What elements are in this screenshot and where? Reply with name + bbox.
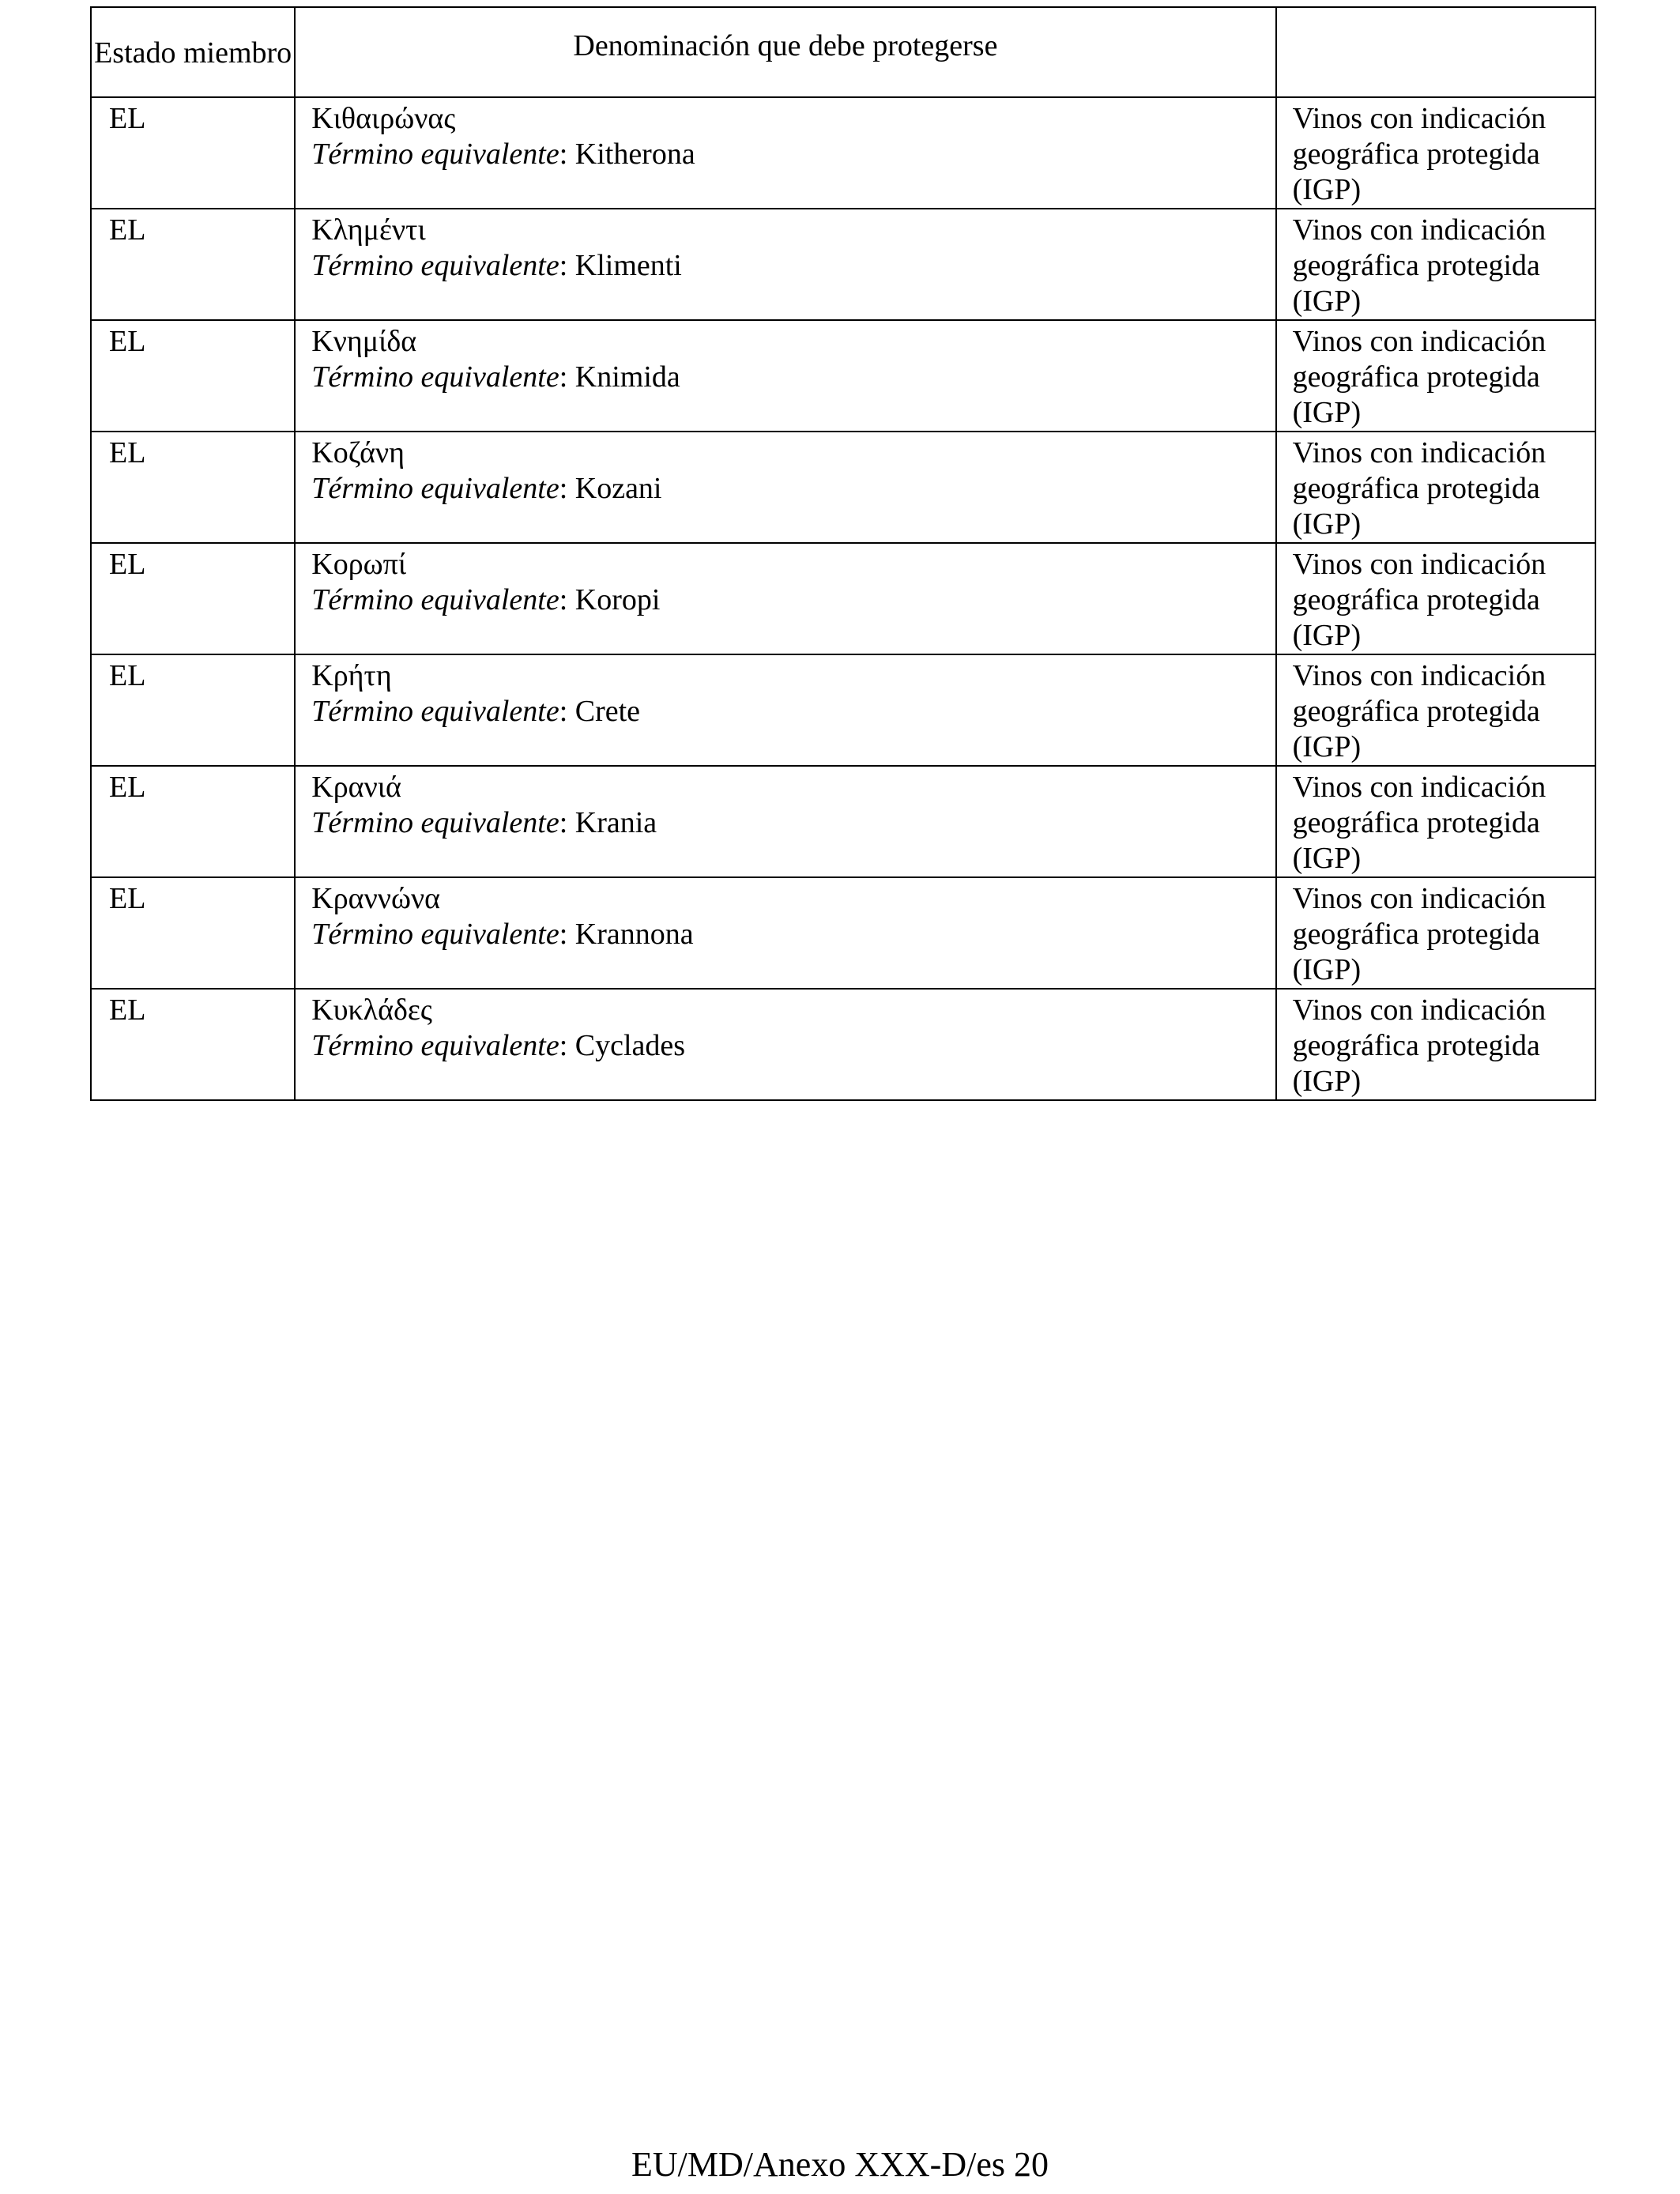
greek-name: Κρανιά bbox=[311, 771, 401, 804]
greek-name: Κλημέντι bbox=[311, 213, 426, 247]
denomination-cell bbox=[295, 209, 1275, 320]
denomination-cell bbox=[295, 877, 1275, 989]
equivalent-term-label: Término equivalente bbox=[311, 1029, 559, 1062]
equivalent-term-label: Término equivalente bbox=[311, 138, 559, 171]
category-cell: Vinos con indicación geográfica protegida (IGP) bbox=[1276, 877, 1595, 989]
table-body bbox=[91, 7, 1595, 1100]
category-cell: Vinos con indicación geográfica protegida (IGP) bbox=[1276, 654, 1595, 766]
equivalent-term-value: : Knimida bbox=[559, 360, 680, 394]
equivalent-term bbox=[311, 248, 1275, 284]
denomination-cell bbox=[295, 97, 1275, 209]
equivalent-term bbox=[311, 137, 1275, 172]
table-row bbox=[91, 543, 1595, 654]
member-state-cell: EL bbox=[91, 320, 295, 432]
category-cell: Vinos con indicación geográfica protegida (IGP) bbox=[1276, 766, 1595, 877]
header-state: Estado miembro bbox=[91, 7, 295, 97]
category-cell: Vinos con indicación geográfica protegida (IGP) bbox=[1276, 432, 1595, 543]
greek-name: Κιθαιρώνας bbox=[311, 102, 456, 135]
denominations-table bbox=[90, 6, 1596, 1101]
greek-name: Κυκλάδες bbox=[311, 993, 432, 1027]
table-row bbox=[91, 97, 1595, 209]
member-state-cell: EL bbox=[91, 989, 295, 1100]
greek-name: Κνημίδα bbox=[311, 325, 417, 358]
equivalent-term bbox=[311, 582, 1275, 618]
greek-name: Κορωπί bbox=[311, 548, 407, 581]
header-category bbox=[1276, 7, 1595, 97]
member-state-cell: EL bbox=[91, 543, 295, 654]
equivalent-term bbox=[311, 917, 1275, 952]
category-cell: Vinos con indicación geográfica protegida (IGP) bbox=[1276, 543, 1595, 654]
equivalent-term-label: Término equivalente bbox=[311, 472, 559, 505]
equivalent-term-label: Término equivalente bbox=[311, 695, 559, 728]
member-state-cell: EL bbox=[91, 432, 295, 543]
denomination-cell bbox=[295, 543, 1275, 654]
equivalent-term-value: : Crete bbox=[559, 695, 641, 728]
equivalent-term bbox=[311, 694, 1275, 729]
table-row bbox=[91, 877, 1595, 989]
equivalent-term-label: Término equivalente bbox=[311, 360, 559, 394]
equivalent-term-value: : Koropi bbox=[559, 583, 661, 616]
member-state-cell: EL bbox=[91, 654, 295, 766]
category-cell: Vinos con indicación geográfica protegida (IGP) bbox=[1276, 989, 1595, 1100]
denomination-cell bbox=[295, 654, 1275, 766]
equivalent-term-label: Término equivalente bbox=[311, 806, 559, 839]
equivalent-term-value: : Cyclades bbox=[559, 1029, 686, 1062]
greek-name: Κοζάνη bbox=[311, 436, 405, 469]
equivalent-term-label: Término equivalente bbox=[311, 918, 559, 951]
equivalent-term bbox=[311, 805, 1275, 841]
equivalent-term-value: : Krania bbox=[559, 806, 657, 839]
member-state-cell: EL bbox=[91, 209, 295, 320]
denomination-cell bbox=[295, 766, 1275, 877]
greek-name: Κρήτη bbox=[311, 659, 392, 692]
table-row bbox=[91, 654, 1595, 766]
equivalent-term-value: : Kozani bbox=[559, 472, 662, 505]
greek-name: Κραννώνα bbox=[311, 882, 441, 915]
table-row bbox=[91, 432, 1595, 543]
denomination-cell bbox=[295, 432, 1275, 543]
table-row bbox=[91, 320, 1595, 432]
category-cell: Vinos con indicación geográfica protegida (IGP) bbox=[1276, 320, 1595, 432]
equivalent-term-value: : Klimenti bbox=[559, 249, 682, 282]
page-footer-reference: EU/MD/Anexo XXX-D/es 20 bbox=[631, 2145, 1049, 2184]
category-cell: Vinos con indicación geográfica protegida (IGP) bbox=[1276, 209, 1595, 320]
denomination-cell bbox=[295, 320, 1275, 432]
table-row bbox=[91, 209, 1595, 320]
table-row bbox=[91, 766, 1595, 877]
denomination-cell bbox=[295, 989, 1275, 1100]
equivalent-term-value: : Kitherona bbox=[559, 138, 695, 171]
member-state-cell: EL bbox=[91, 766, 295, 877]
table-row bbox=[91, 989, 1595, 1100]
category-cell: Vinos con indicación geográfica protegida (IGP) bbox=[1276, 97, 1595, 209]
equivalent-term-value: : Krannona bbox=[559, 918, 694, 951]
member-state-cell: EL bbox=[91, 97, 295, 209]
equivalent-term bbox=[311, 360, 1275, 395]
equivalent-term bbox=[311, 471, 1275, 507]
equivalent-term bbox=[311, 1028, 1275, 1064]
equivalent-term-label: Término equivalente bbox=[311, 583, 559, 616]
header-name: Denominación que debe protegerse bbox=[295, 7, 1275, 97]
equivalent-term-label: Término equivalente bbox=[311, 249, 559, 282]
member-state-cell: EL bbox=[91, 877, 295, 989]
table-header-row bbox=[91, 7, 1595, 97]
